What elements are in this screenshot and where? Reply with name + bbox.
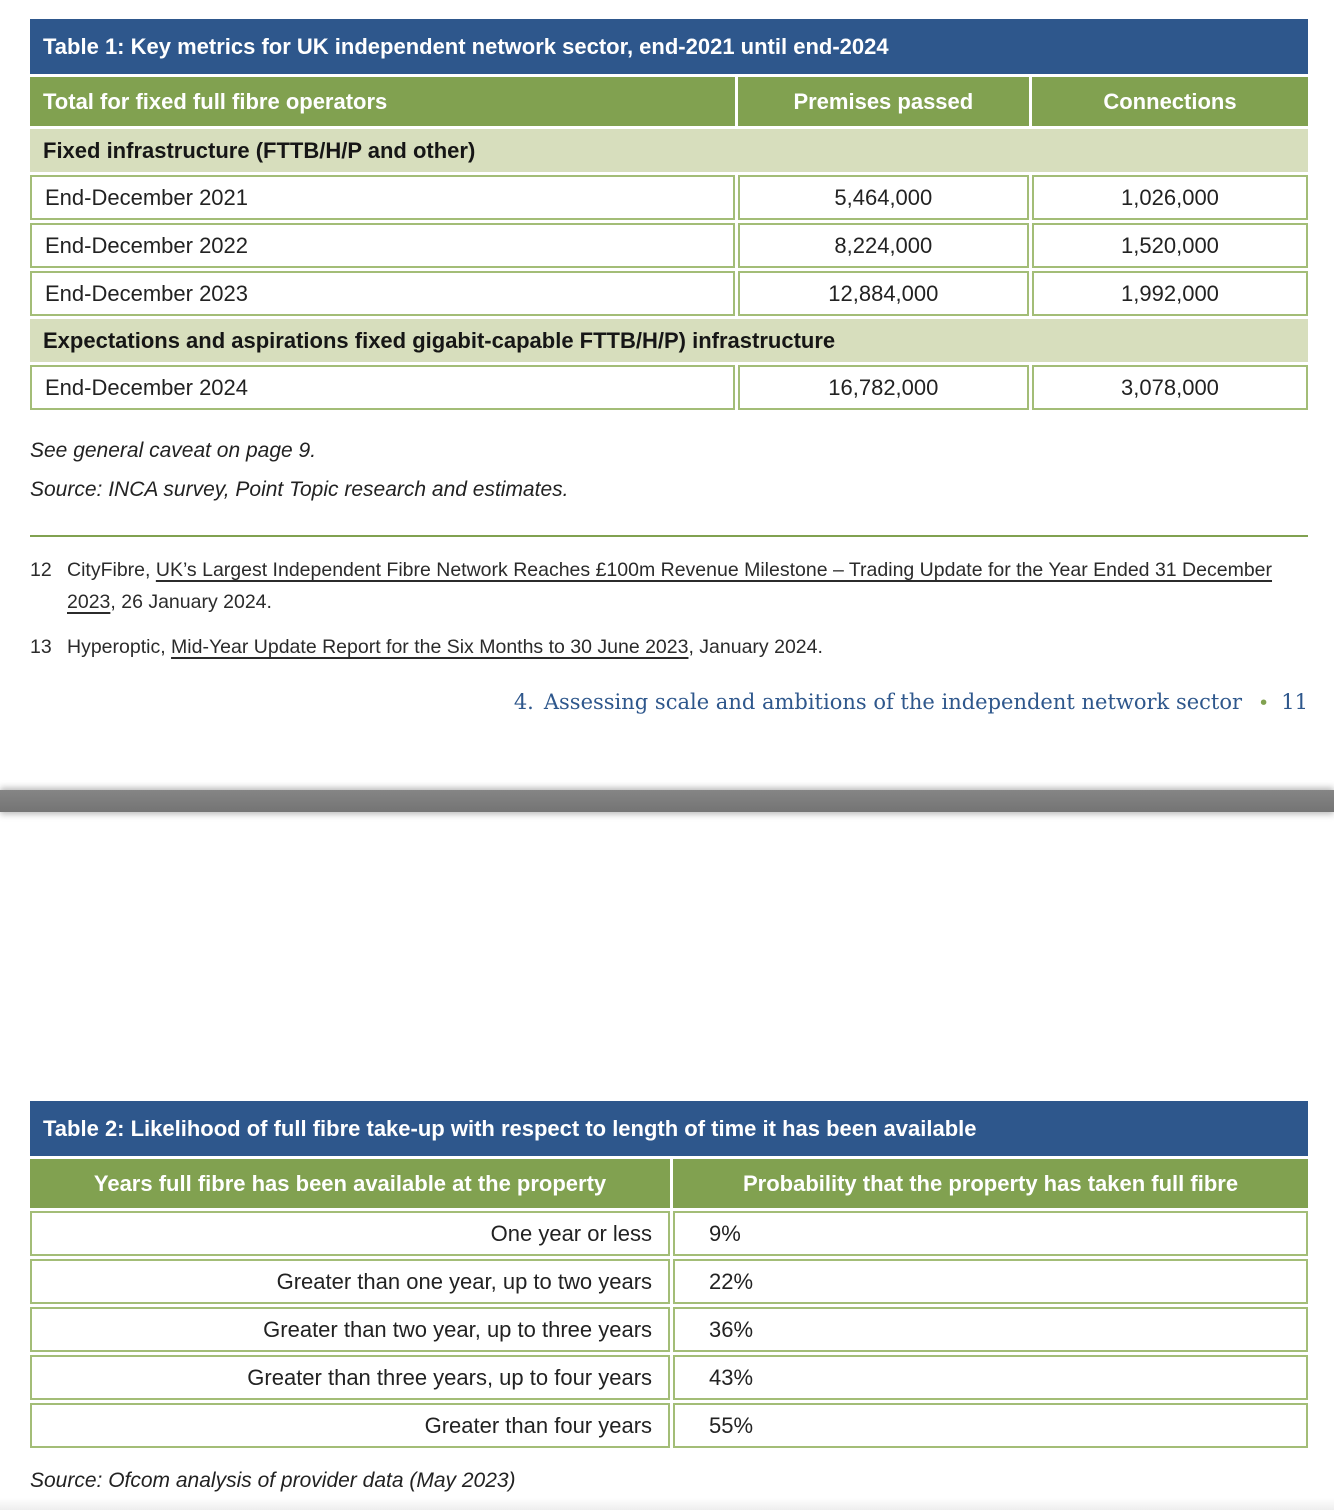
table-1-col-operators: Total for fixed full fibre operators [30, 77, 735, 126]
row-label: End-December 2021 [30, 175, 735, 220]
footnote-13 [30, 631, 1308, 663]
table-row [30, 223, 1308, 268]
table-2 [27, 1098, 1311, 1451]
connections-value: 1,520,000 [1032, 223, 1308, 268]
footnote-prefix: CityFibre, [67, 559, 156, 581]
row-label: One year or less [30, 1211, 670, 1256]
page-divider [0, 790, 1334, 812]
footer-page-number: 11 [1281, 689, 1308, 714]
probability-value: 43% [673, 1355, 1308, 1400]
row-label: End-December 2022 [30, 223, 735, 268]
viewport-bottom-edge [0, 1498, 1334, 1510]
page-footer [0, 690, 1308, 714]
row-label: End-December 2024 [30, 365, 735, 410]
probability-value: 36% [673, 1307, 1308, 1352]
row-label: Greater than one year, up to two years [30, 1259, 670, 1304]
table-2-title: Table 2: Likelihood of full fibre take-up with respect to length of time it has been available [30, 1101, 1308, 1156]
connections-value: 1,992,000 [1032, 271, 1308, 316]
table-row [30, 1211, 1308, 1256]
premises-value: 5,464,000 [738, 175, 1029, 220]
table-1-section-header-expectations: Expectations and aspirations fixed gigabit-capable FTTB/H/P) infrastructure [30, 319, 1308, 362]
table-row [30, 271, 1308, 316]
footer-section-title: Assessing scale and ambitions of the independent network sector [543, 689, 1243, 714]
table-2-column-header-row [30, 1159, 1308, 1208]
footer-section-number: 4. [513, 689, 534, 714]
page-2 [0, 812, 1334, 1510]
table-1-col-connections: Connections [1032, 77, 1308, 126]
table-1-title: Table 1: Key metrics for UK independent network sector, end-2021 until end-2024 [30, 19, 1308, 74]
row-label: End-December 2023 [30, 271, 735, 316]
table-2-source: Source: Ofcom analysis of provider data (May 2023) [30, 1469, 516, 1492]
table-1-col-premises-passed: Premises passed [738, 77, 1029, 126]
table-1 [27, 16, 1311, 413]
footnote-text [67, 631, 823, 663]
footnote-suffix: , 26 January 2024. [110, 591, 272, 614]
row-label: Greater than four years [30, 1403, 670, 1448]
footnote-number: 13 [30, 636, 52, 659]
footnote-number: 12 [30, 559, 52, 581]
footer-bullet: • [1258, 691, 1270, 714]
table-row [30, 175, 1308, 220]
premises-value: 8,224,000 [738, 223, 1029, 268]
probability-value: 22% [673, 1259, 1308, 1304]
table-1-caveat: See general caveat on page 9. [30, 439, 317, 462]
footnote-prefix: Hyperoptic, [67, 636, 172, 659]
footnote-suffix: , January 2024. [688, 636, 823, 659]
footnote-text [67, 554, 1308, 618]
probability-value: 9% [673, 1211, 1308, 1256]
table-2-title-row [30, 1101, 1308, 1156]
table-2-col-probability: Probability that the property has taken full fibre [673, 1159, 1308, 1208]
table-row [30, 1355, 1308, 1400]
row-label: Greater than two year, up to three years [30, 1307, 670, 1352]
footnote-12 [30, 554, 1308, 618]
table-1-column-header-row [30, 77, 1308, 126]
footnote-divider [30, 535, 1308, 537]
table-row [30, 1307, 1308, 1352]
probability-value: 55% [673, 1403, 1308, 1448]
table-row [30, 1259, 1308, 1304]
premises-value: 12,884,000 [738, 271, 1029, 316]
premises-value: 16,782,000 [738, 365, 1029, 410]
connections-value: 3,078,000 [1032, 365, 1308, 410]
footnotes [30, 554, 1308, 664]
connections-value: 1,026,000 [1032, 175, 1308, 220]
table-1-source: Source: INCA survey, Point Topic research and estimates. [30, 478, 569, 501]
table-1-section-header-fixed: Fixed infrastructure (FTTB/H/P and other) [30, 129, 1308, 172]
table-1-title-row [30, 19, 1308, 74]
footnote-link[interactable]: Mid-Year Update Report for the Six Months to 30 June 2023 [171, 636, 689, 659]
footnote-link[interactable]: UK’s Largest Independent Fibre Network Reaches £100m Revenue Milestone – Trading Update for the Year Ended 31 December 2023 [67, 559, 1273, 614]
table-2-col-years: Years full fibre has been available at the property [30, 1159, 670, 1208]
row-label: Greater than three years, up to four years [30, 1355, 670, 1400]
table-row [30, 365, 1308, 410]
table-row [30, 1403, 1308, 1448]
